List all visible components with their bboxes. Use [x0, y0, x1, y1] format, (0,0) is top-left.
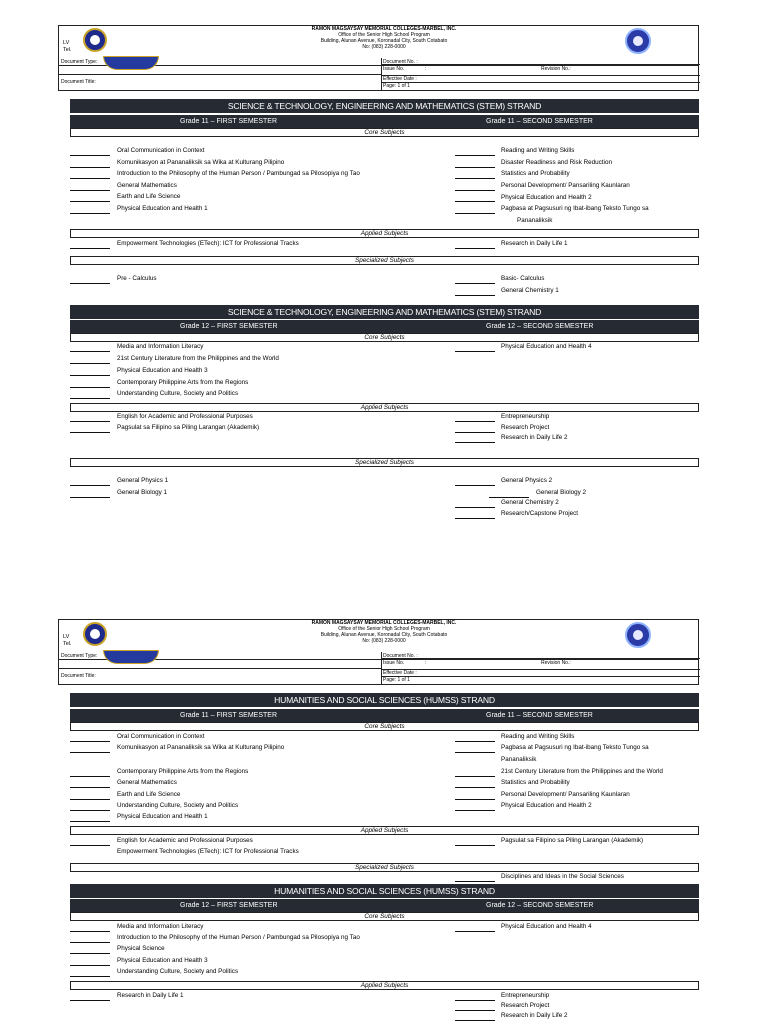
blank-line — [455, 167, 495, 168]
blank-line — [455, 507, 495, 508]
semester-bar — [70, 320, 699, 333]
subject-item: Physical Education and Health 2 — [501, 802, 592, 809]
blank-line — [455, 178, 495, 179]
subject-item: Media and Information Literacy — [117, 343, 204, 350]
doc-type-label: Document Type: — [61, 59, 98, 65]
core-subjects-bar: Core Subjects — [70, 912, 699, 921]
subject-item: Statistics and Probability — [501, 779, 570, 786]
lv-label: LV Tel. — [63, 40, 72, 53]
specialized-subjects-bar: Specialized Subjects — [70, 458, 699, 467]
blank-line — [455, 485, 495, 486]
school-address: Building, Alunan Avenue, Koronadal City, South Cotabato — [320, 38, 448, 44]
subject-item: Earth and Life Science — [117, 193, 181, 200]
blank-line — [455, 351, 495, 352]
blank-line — [455, 1020, 495, 1021]
subject-item: Physical Education and Health 3 — [117, 957, 208, 964]
school-seal-left-icon — [83, 28, 107, 52]
blank-line — [455, 787, 495, 788]
blank-line — [489, 497, 529, 498]
subject-item: English for Academic and Professional Purposes — [117, 837, 253, 844]
strand-title: SCIENCE & TECHNOLOGY, ENGINEERING AND MATHEMATICS (STEM) STRAND — [70, 99, 699, 113]
blank-line — [455, 799, 495, 800]
subject-item: Physical Science — [117, 945, 165, 952]
subject-item: 21st Century Literature from the Philippines and the World — [501, 768, 663, 775]
subject-item: General Physics 1 — [117, 477, 169, 484]
blank-line — [70, 485, 110, 486]
blank-line — [455, 518, 495, 519]
school-phone: No: (083) 228-0000 — [362, 44, 406, 50]
blank-line — [455, 442, 495, 443]
blank-line — [70, 931, 110, 932]
school-seal-right-icon — [625, 28, 651, 54]
subject-item: Physical Education and Health 3 — [117, 367, 208, 374]
school-info — [249, 620, 519, 644]
subject-item: Introduction to the Philosophy of the Human Person / Pambungad sa Pilosopiya ng Tao — [117, 934, 360, 941]
page-label: Page: 1 of 1 — [383, 83, 410, 89]
blank-line — [70, 190, 110, 191]
doc-title-label: Document Title: — [61, 79, 96, 85]
subject-item: Reading and Writing Skills — [501, 147, 575, 154]
subject-item: Media and Information Literacy — [117, 923, 204, 930]
g12-second-sem-label: Grade 12 – SECOND SEMESTER — [486, 902, 594, 909]
strand-title: SCIENCE & TECHNOLOGY, ENGINEERING AND MATHEMATICS (STEM) STRAND — [70, 305, 699, 319]
blank-line — [455, 295, 495, 296]
blank-line — [70, 432, 110, 433]
blank-line — [70, 799, 110, 800]
doc-meta — [58, 652, 699, 685]
g12-first-sem-label: Grade 12 – FIRST SEMESTER — [180, 323, 278, 330]
doc-meta — [58, 58, 699, 91]
subject-item: Research in Daily Life 1 — [501, 240, 568, 247]
subject-item: General Chemistry 2 — [501, 499, 559, 506]
subject-item: General Physics 2 — [501, 477, 553, 484]
blank-line — [70, 741, 110, 742]
doc-no-label: Document No. : — [383, 59, 418, 65]
school-info — [249, 26, 519, 50]
subject-item: Entrepreneurship — [501, 413, 550, 420]
specialized-subjects-bar: Specialized Subjects — [70, 256, 699, 265]
subject-item: Personal Development/ Pansariling Kaunlaran — [501, 182, 630, 189]
subject-item: Physical Education and Health 1 — [117, 813, 208, 820]
blank-line — [455, 752, 495, 753]
subject-item: General Biology 2 — [536, 489, 587, 496]
school-office: Office of the Senior High School Program — [338, 626, 430, 632]
subject-item: Empowerment Technologies (ETech): ICT for Professional Tracks — [117, 240, 299, 247]
core-subjects-bar: Core Subjects — [70, 722, 699, 731]
subject-item: Komunikasyon at Pananaliksik sa Wika at Kulturang Pilipino — [117, 159, 285, 166]
subject-item: Research in Daily Life 1 — [117, 992, 184, 999]
blank-line — [455, 201, 495, 202]
school-name: RAMON MAGSAYSAY MEMORIAL COLLEGES-MARBEL, INC. — [311, 620, 457, 626]
doc-no-label: Document No. : — [383, 653, 418, 659]
blank-line — [70, 421, 110, 422]
subject-item: Physical Education and Health 1 — [117, 205, 208, 212]
blank-line — [70, 752, 110, 753]
subject-item: Pananaliksik — [517, 217, 553, 224]
subject-item: Pagsulat sa Filipino sa Piling Larangan (Akademik) — [117, 424, 260, 431]
applied-subjects-bar: Applied Subjects — [70, 229, 699, 238]
blank-line — [70, 821, 110, 822]
blank-line — [70, 398, 110, 399]
subject-item: Contemporary Philippine Arts from the Regions — [117, 768, 249, 775]
blank-line — [70, 965, 110, 966]
subject-item: Basic- Calculus — [501, 275, 545, 282]
issue-no-colon: : — [425, 66, 427, 72]
subject-item: Statistics and Probability — [501, 170, 570, 177]
applied-subjects-bar: Applied Subjects — [70, 826, 699, 835]
blank-line — [70, 976, 110, 977]
subject-item: Introduction to the Philosophy of the Human Person / Pambungad sa Pilosopiya ng Tao — [117, 170, 360, 177]
blank-line — [70, 387, 110, 388]
g11-first-sem-label: Grade 11 – FIRST SEMESTER — [180, 118, 277, 125]
blank-line — [455, 248, 495, 249]
subject-item: Understanding Culture, Society and Politics — [117, 390, 239, 397]
strand-title: HUMANITIES AND SOCIAL SCIENCES (HUMSS) STRAND — [70, 693, 699, 707]
blank-line — [455, 432, 495, 433]
blank-line — [70, 283, 110, 284]
blank-line — [455, 881, 495, 882]
subject-item: Research Project — [501, 1002, 550, 1009]
subject-item: Disciplines and Ideas in the Social Sciences — [501, 873, 624, 880]
blank-line — [455, 283, 495, 284]
g11-second-sem-label: Grade 11 – SECOND SEMESTER — [486, 712, 593, 719]
blank-line — [70, 213, 110, 214]
blank-line — [70, 248, 110, 249]
blank-line — [455, 810, 495, 811]
blank-line — [455, 1000, 495, 1001]
subject-item: Pre - Calculus — [117, 275, 157, 282]
subject-item: Physical Education and Health 2 — [501, 194, 592, 201]
blank-line — [70, 155, 110, 156]
applied-subjects-bar: Applied Subjects — [70, 981, 699, 990]
subject-item: 21st Century Literature from the Philippines and the World — [117, 355, 279, 362]
revision-no-label: Revision No.: — [541, 660, 571, 666]
semester-bar — [70, 115, 699, 128]
blank-line — [455, 1010, 495, 1011]
doc-title-label: Document Title: — [61, 673, 96, 679]
subject-item: Empowerment Technologies (ETech): ICT for Professional Tracks — [117, 848, 299, 855]
blank-line — [455, 931, 495, 932]
school-seal-left-icon — [83, 622, 107, 646]
blank-line — [70, 363, 110, 364]
g12-first-sem-label: Grade 12 – FIRST SEMESTER — [180, 902, 278, 909]
g11-second-sem-label: Grade 11 – SECOND SEMESTER — [486, 118, 593, 125]
subject-item: Personal Development/ Pansariling Kaunlaran — [501, 791, 630, 798]
subject-item: Oral Communication in Context — [117, 733, 205, 740]
applied-subjects-bar: Applied Subjects — [70, 403, 699, 412]
page-label: Page: 1 of 1 — [383, 677, 410, 683]
subject-item: Komunikasyon at Pananaliksik sa Wika at Kulturang Pilipino — [117, 744, 285, 751]
issue-no-colon: : — [425, 660, 427, 666]
blank-line — [70, 787, 110, 788]
school-seal-right-icon — [625, 622, 651, 648]
subject-item: Understanding Culture, Society and Politics — [117, 968, 239, 975]
subject-item: Entrepreneurship — [501, 992, 550, 999]
subject-item: Research in Daily Life 2 — [501, 434, 568, 441]
semester-bar — [70, 899, 699, 912]
effective-date-label: Effective Date : — [383, 76, 417, 82]
effective-date-label: Effective Date : — [383, 670, 417, 676]
issue-no-label: Issue No. — [383, 66, 405, 72]
blank-line — [455, 845, 495, 846]
subject-item: Pagsulat sa Filipino sa Piling Larangan (Akademik) — [501, 837, 644, 844]
blank-line — [70, 776, 110, 777]
strand-title: HUMANITIES AND SOCIAL SCIENCES (HUMSS) STRAND — [70, 884, 699, 898]
subject-item: Physical Education and Health 4 — [501, 343, 592, 350]
subject-item: Understanding Culture, Society and Politics — [117, 802, 239, 809]
subject-item: Physical Education and Health 4 — [501, 923, 592, 930]
blank-line — [70, 497, 110, 498]
blank-line — [70, 201, 110, 202]
blank-line — [70, 375, 110, 376]
subject-item: Research/Capstone Project — [501, 510, 579, 517]
subject-item: Pananaliksik — [501, 756, 537, 763]
semester-bar — [70, 709, 699, 722]
blank-line — [70, 810, 110, 811]
subject-item: Earth and Life Science — [117, 791, 181, 798]
subject-item: Contemporary Philippine Arts from the Regions — [117, 379, 249, 386]
core-subjects-bar: Core Subjects — [70, 333, 699, 342]
school-name: RAMON MAGSAYSAY MEMORIAL COLLEGES-MARBEL, INC. — [311, 26, 457, 32]
subject-item: General Mathematics — [117, 779, 177, 786]
subject-item: Research in Daily Life 2 — [501, 1012, 568, 1019]
subject-item: English for Academic and Professional Purposes — [117, 413, 253, 420]
subject-item: General Biology 1 — [117, 489, 168, 496]
issue-no-label: Issue No. — [383, 660, 405, 666]
g12-second-sem-label: Grade 12 – SECOND SEMESTER — [486, 323, 594, 330]
subject-item: Pagbasa at Pagsusuri ng Ibat-ibang Teksto Tungo sa — [501, 744, 649, 751]
blank-line — [70, 351, 110, 352]
blank-line — [70, 953, 110, 954]
subject-item: Oral Communication in Context — [117, 147, 205, 154]
doc-type-label: Document Type: — [61, 653, 98, 659]
subject-item: General Chemistry 1 — [501, 287, 559, 294]
g11-first-sem-label: Grade 11 – FIRST SEMESTER — [180, 712, 277, 719]
lv-label: LV Tel. — [63, 634, 72, 647]
blank-line — [70, 178, 110, 179]
specialized-subjects-bar: Specialized Subjects — [70, 863, 699, 872]
revision-no-label: Revision No.: — [541, 66, 571, 72]
school-phone: No: (083) 228-0000 — [362, 638, 406, 644]
core-subjects-bar: Core Subjects — [70, 128, 699, 137]
school-office: Office of the Senior High School Program — [338, 32, 430, 38]
blank-line — [70, 167, 110, 168]
subject-item: Disaster Readiness and Risk Reduction — [501, 159, 612, 166]
blank-line — [70, 1000, 110, 1001]
blank-line — [455, 741, 495, 742]
subject-item: General Mathematics — [117, 182, 177, 189]
blank-line — [455, 776, 495, 777]
blank-line — [455, 190, 495, 191]
subject-item: Pagbasa at Pagsusuri ng Ibat-ibang Teksto Tungo sa — [501, 205, 649, 212]
blank-line — [70, 942, 110, 943]
subject-item: Research Project — [501, 424, 550, 431]
blank-line — [70, 845, 110, 846]
blank-line — [455, 421, 495, 422]
subject-item: Reading and Writing Skills — [501, 733, 575, 740]
blank-line — [455, 155, 495, 156]
blank-line — [455, 213, 495, 214]
school-address: Building, Alunan Avenue, Koronadal City, South Cotabato — [320, 632, 448, 638]
